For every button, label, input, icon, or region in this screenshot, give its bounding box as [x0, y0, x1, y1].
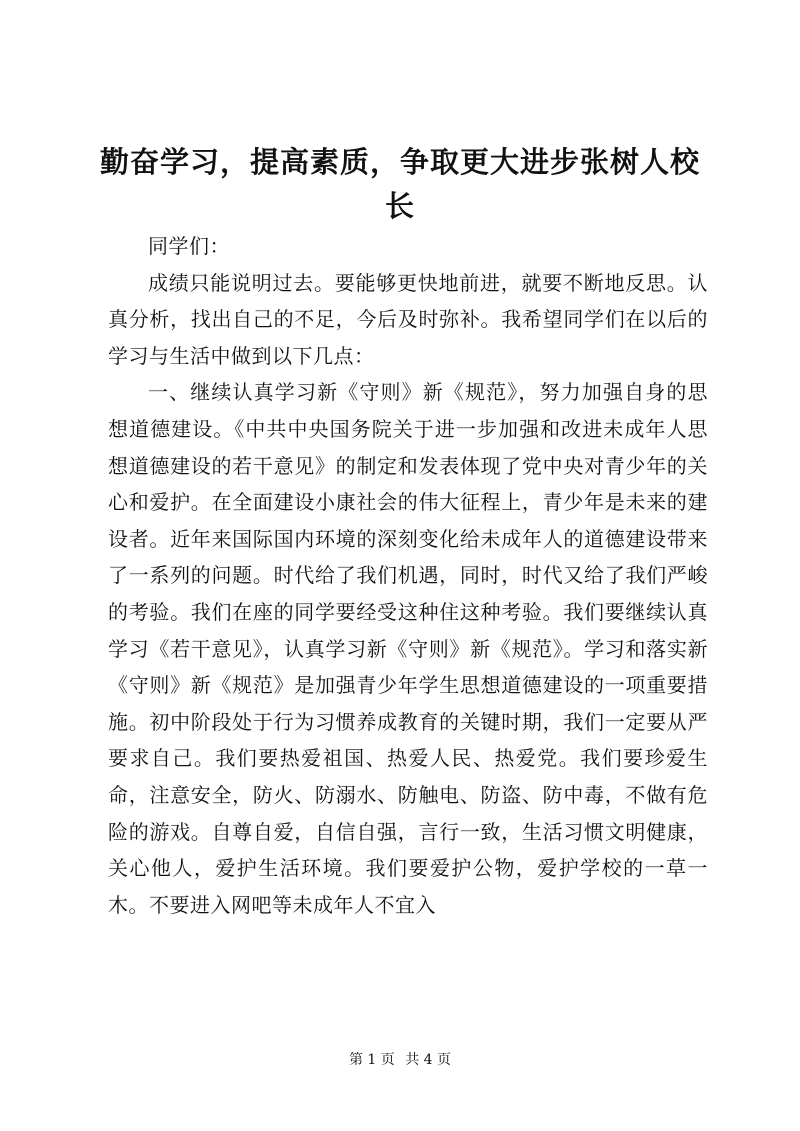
page-number: 第 1 页 [348, 1052, 395, 1068]
paragraph-intro: 成绩只能说明过去。要能够更快地前进，就要不断地反思。认真分析，找出自己的不足，今后及时弥补。我希望同学们在以后的学习与生活中做到以下几点： [108, 270, 708, 368]
document-body [108, 228, 708, 923]
page-footer [0, 1050, 800, 1070]
page-total: 共 4 页 [405, 1052, 452, 1068]
paragraph-point-one: 一、继续认真学习新《守则》新《规范》，努力加强自身的思想道德建设。《中共中央国务院关于进一步加强和改进未成年人思想道德建设的若干意见》的制定和发表体现了党中央对青少年的关心和爱护。在全面建设小康社会的伟大征程上，青少年是未来的建设者。近年来国际国内环境的深刻变化给未成年人的道德建设带来了一系列的问题。时代给了我们机遇，同时，时代又给了我们严峻的考验。我们在座的同学要经受这种住这种考验。我们要继续认真学习《若干意见》，认真学习新《守则》新《规范》。学习和落实新《守则》新《规范》是加强青少年学生思想道德建设的一项重要措施。初中阶段处于行为习惯养成教育的关键时期，我们一定要从严要求自己。我们要热爱祖国、热爱人民、热爱党。我们要珍爱生命，注意安全，防火、防溺水、防触电、防盗、防中毒，不做有危险的游戏。自尊自爱，自信自强，言行一致，生活习惯文明健康，关心他人，爱护生活环境。我们要爱护公物，爱护学校的一草一木。不要进入网吧等未成年人不宜入 [108, 380, 708, 917]
document-title: 勤奋学习，提高素质，争取更大进步张树人校长 [100, 145, 701, 223]
salutation: 同学们： [148, 234, 230, 258]
